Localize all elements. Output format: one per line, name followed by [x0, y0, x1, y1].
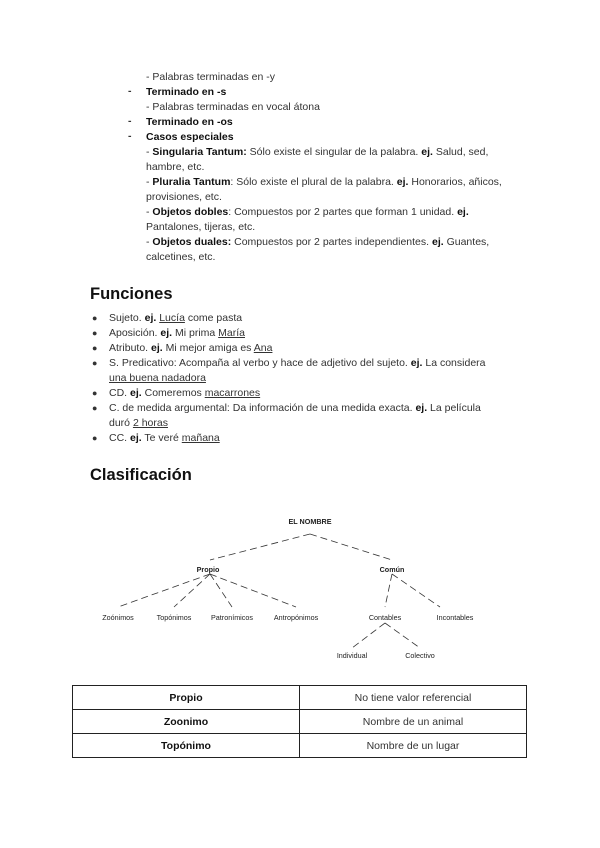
- dash-bullet: -: [128, 85, 132, 97]
- funcion-item: CD. ej. Comeremos macarrones: [109, 387, 261, 399]
- tree-node-individual: Individual: [336, 651, 368, 660]
- tree-node-contables: Contables: [368, 613, 402, 622]
- classification-tree: [0, 500, 600, 670]
- tree-node-propio: Propio: [196, 565, 220, 574]
- table-row: [73, 710, 527, 734]
- dash-bullet: -: [128, 130, 132, 142]
- tree-edge: [392, 574, 440, 607]
- bullet-icon: ●: [92, 358, 98, 368]
- section-title-clasificacion: Clasificación: [90, 466, 192, 484]
- tree-node-toponimos: Topónimos: [156, 613, 192, 622]
- dash-bullet: -: [128, 115, 132, 127]
- bullet-icon: ●: [92, 403, 98, 413]
- list-heading: Terminado en -s: [146, 86, 227, 98]
- list-heading: Casos especiales: [146, 131, 234, 143]
- table-term: Propio: [73, 686, 300, 710]
- bullet-icon: ●: [92, 433, 98, 443]
- bullet-icon: ●: [92, 313, 98, 323]
- tree-edge: [385, 574, 392, 607]
- table-row: [73, 734, 527, 758]
- pluralia-line: - Pluralia Tantum: Sólo existe el plural de la palabra. ej. Honorarios, añicos,: [146, 176, 502, 188]
- tree-node-root: EL NOMBRE: [288, 517, 332, 526]
- bullet-icon: ●: [92, 388, 98, 398]
- singularia-line-2: hambre, etc.: [146, 161, 205, 173]
- objetos-dobles-line: - Objetos dobles: Compuestos por 2 partes que forman 1 unidad. ej.: [146, 206, 469, 218]
- tree-node-incontables: Incontables: [436, 613, 474, 622]
- objetos-duales-line-2: calcetines, etc.: [146, 251, 216, 263]
- singularia-line: - Singularia Tantum: Sólo existe el singular de la palabra. ej. Salud, sed,: [146, 146, 489, 158]
- pluralia-line-2: provisiones, etc.: [146, 191, 222, 203]
- funcion-item-cont: duró 2 horas: [109, 417, 168, 429]
- table-row: [73, 686, 527, 710]
- funcion-item: C. de medida argumental: Da información de una medida exacta. ej. La película: [109, 402, 481, 414]
- section-title-funciones: Funciones: [90, 285, 173, 303]
- list-heading: Terminado en -os: [146, 116, 233, 128]
- funcion-item: Sujeto. ej. Lucía come pasta: [109, 312, 243, 324]
- table-term: Zoonimo: [73, 710, 300, 734]
- tree-node-patronimicos: Patronímicos: [211, 613, 253, 622]
- tree-edge: [385, 623, 420, 648]
- tree-edge: [118, 574, 210, 607]
- tree-edge: [210, 534, 310, 560]
- table-term: Topónimo: [73, 734, 300, 758]
- tree-node-colectivo: Colectivo: [405, 651, 435, 660]
- tree-edge: [352, 623, 385, 648]
- tree-edge: [310, 534, 392, 560]
- tree-edge: [210, 574, 296, 607]
- tree-node-comun: Común: [379, 565, 405, 574]
- funcion-item: CC. ej. Te veré mañana: [109, 432, 220, 444]
- table-definition: Nombre de un animal: [300, 710, 527, 734]
- tree-node-antroponimos: Antropónimos: [273, 613, 319, 622]
- funcion-item: Aposición. ej. Mi prima María: [109, 327, 245, 339]
- bullet-icon: ●: [92, 328, 98, 338]
- funcion-item-cont: una buena nadadora: [109, 372, 206, 384]
- bullet-icon: ●: [92, 343, 98, 353]
- tree-edge: [210, 574, 232, 607]
- objetos-duales-line: - Objetos duales: Compuestos por 2 partes independientes. ej. Guantes,: [146, 236, 490, 248]
- list-line: - Palabras terminadas en vocal átona: [146, 101, 320, 113]
- list-line: - Palabras terminadas en -y: [146, 71, 275, 83]
- table-definition: No tiene valor referencial: [300, 686, 527, 710]
- table-definition: Nombre de un lugar: [300, 734, 527, 758]
- funcion-item: Atributo. ej. Mi mejor amiga es Ana: [109, 342, 273, 354]
- definitions-table: [72, 685, 527, 758]
- tree-edge: [174, 574, 210, 607]
- tree-node-zoonimos: Zoónimos: [102, 613, 134, 622]
- objetos-dobles-line-2: Pantalones, tijeras, etc.: [146, 221, 256, 233]
- funcion-item: S. Predicativo: Acompaña al verbo y hace de adjetivo del sujeto. ej. La considera: [109, 357, 486, 369]
